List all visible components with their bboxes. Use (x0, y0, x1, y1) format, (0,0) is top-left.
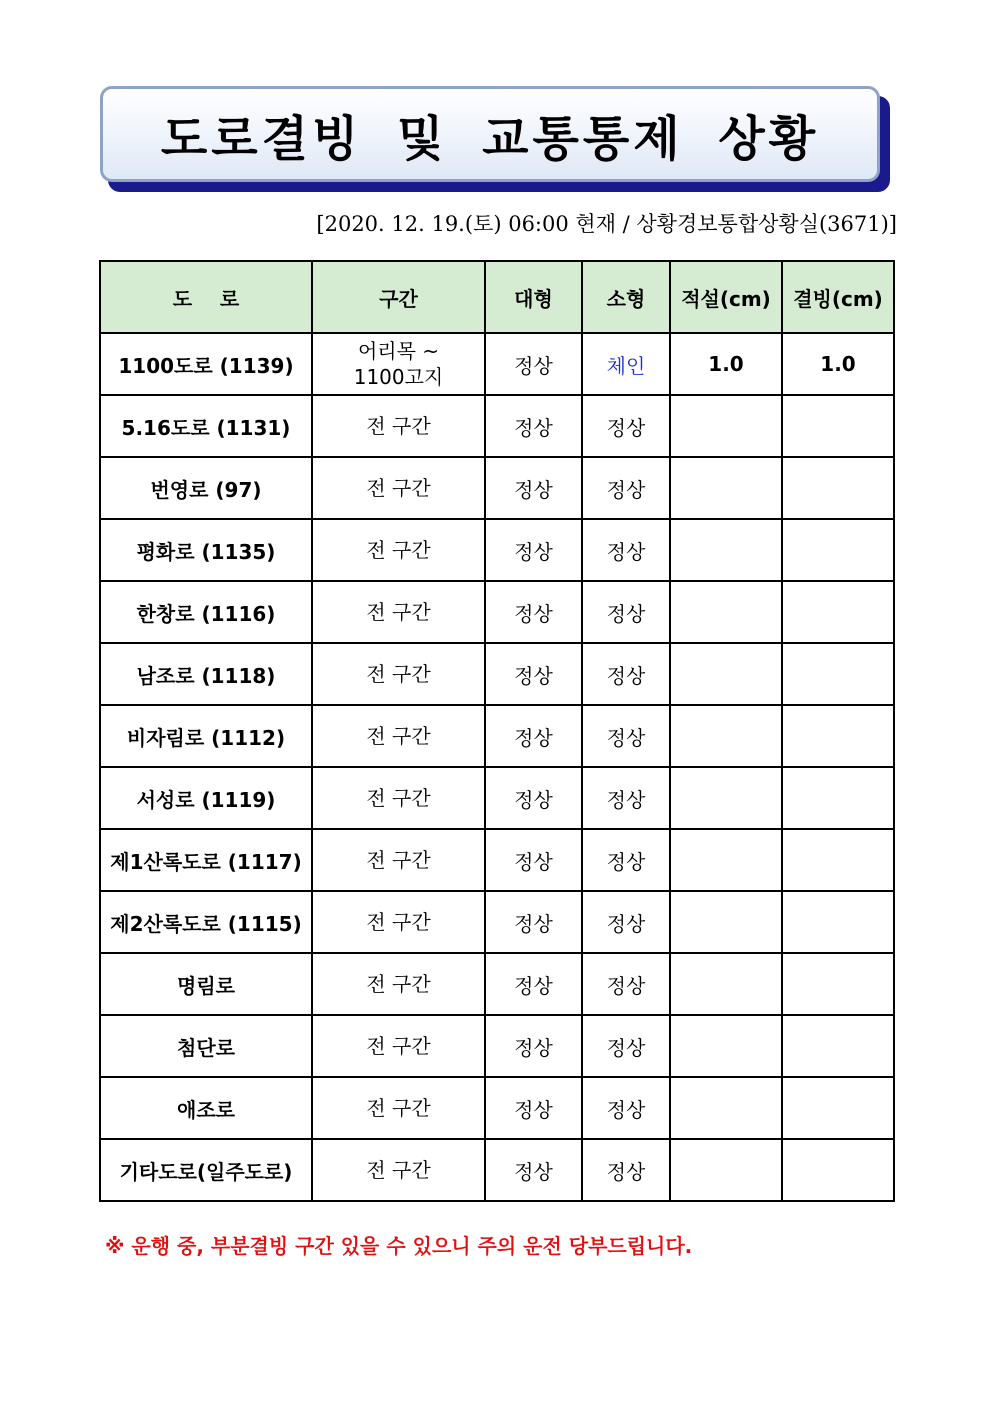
header-large-vehicle: 대형 (485, 261, 582, 333)
section-cell: 전 구간 (312, 643, 485, 705)
road-name-cell: 명림로 (100, 953, 312, 1015)
table-row (100, 891, 894, 953)
table-row (100, 1015, 894, 1077)
small-vehicle-cell: 정상 (582, 457, 670, 519)
section-cell: 전 구간 (312, 395, 485, 457)
snow-depth-cell (670, 519, 782, 581)
section-cell: 전 구간 (312, 1077, 485, 1139)
snow-depth-cell (670, 705, 782, 767)
ice-depth-cell (782, 1077, 894, 1139)
snow-depth-cell (670, 395, 782, 457)
table-row (100, 519, 894, 581)
table-row (100, 705, 894, 767)
snow-depth-cell (670, 953, 782, 1015)
large-vehicle-cell: 정상 (485, 333, 582, 395)
small-vehicle-cell: 정상 (582, 643, 670, 705)
large-vehicle-cell: 정상 (485, 705, 582, 767)
table-row (100, 767, 894, 829)
large-vehicle-cell: 정상 (485, 519, 582, 581)
ice-depth-cell (782, 519, 894, 581)
small-vehicle-cell: 체인 (582, 333, 670, 395)
header-snow: 적설(cm) (670, 261, 782, 333)
header-ice: 결빙(cm) (782, 261, 894, 333)
road-name-cell: 한창로 (1116) (100, 581, 312, 643)
table-row (100, 581, 894, 643)
small-vehicle-cell: 정상 (582, 1015, 670, 1077)
section-cell: 전 구간 (312, 829, 485, 891)
table-row (100, 1077, 894, 1139)
large-vehicle-cell: 정상 (485, 581, 582, 643)
large-vehicle-cell: 정상 (485, 1077, 582, 1139)
snow-depth-cell (670, 457, 782, 519)
section-cell: 전 구간 (312, 519, 485, 581)
large-vehicle-cell: 정상 (485, 891, 582, 953)
snow-depth-cell (670, 891, 782, 953)
small-vehicle-cell: 정상 (582, 1139, 670, 1201)
road-name-cell: 제1산록도로 (1117) (100, 829, 312, 891)
small-vehicle-cell: 정상 (582, 1077, 670, 1139)
road-name-cell: 서성로 (1119) (100, 767, 312, 829)
ice-depth-cell: 1.0 (782, 333, 894, 395)
snow-depth-cell (670, 643, 782, 705)
small-vehicle-cell: 정상 (582, 519, 670, 581)
table-row (100, 333, 894, 395)
road-name-cell: 첨단로 (100, 1015, 312, 1077)
ice-depth-cell (782, 581, 894, 643)
section-cell: 전 구간 (312, 767, 485, 829)
road-name-cell: 번영로 (97) (100, 457, 312, 519)
small-vehicle-cell: 정상 (582, 953, 670, 1015)
header-road: 도 로 (100, 261, 312, 333)
small-vehicle-cell: 정상 (582, 891, 670, 953)
table-row (100, 457, 894, 519)
ice-depth-cell (782, 767, 894, 829)
ice-depth-cell (782, 643, 894, 705)
ice-depth-cell (782, 705, 894, 767)
section-cell: 전 구간 (312, 1139, 485, 1201)
table-header-row (100, 261, 894, 333)
section-cell: 어리목 ~ 1100고지 (312, 333, 485, 395)
large-vehicle-cell: 정상 (485, 395, 582, 457)
snow-depth-cell (670, 1139, 782, 1201)
large-vehicle-cell: 정상 (485, 767, 582, 829)
large-vehicle-cell: 정상 (485, 457, 582, 519)
caution-note: ※ 운행 중, 부분결빙 구간 있을 수 있으니 주의 운전 당부드립니다. (105, 1234, 693, 1258)
ice-depth-cell (782, 1139, 894, 1201)
snow-depth-cell (670, 767, 782, 829)
snow-depth-cell (670, 829, 782, 891)
ice-depth-cell (782, 953, 894, 1015)
road-name-cell: 비자림로 (1112) (100, 705, 312, 767)
header-small-vehicle: 소형 (582, 261, 670, 333)
table-row (100, 643, 894, 705)
ice-depth-cell (782, 891, 894, 953)
large-vehicle-cell: 정상 (485, 953, 582, 1015)
snow-depth-cell (670, 1077, 782, 1139)
snow-depth-cell (670, 1015, 782, 1077)
section-cell: 전 구간 (312, 581, 485, 643)
small-vehicle-cell: 정상 (582, 829, 670, 891)
title-box (100, 86, 880, 182)
road-name-cell: 남조로 (1118) (100, 643, 312, 705)
road-name-cell: 5.16도로 (1131) (100, 395, 312, 457)
large-vehicle-cell: 정상 (485, 643, 582, 705)
table-row (100, 1139, 894, 1201)
road-name-cell: 제2산록도로 (1115) (100, 891, 312, 953)
table-row (100, 953, 894, 1015)
page-title: 도로결빙 및 교통통제 상황 (160, 110, 820, 167)
report-timestamp: [2020. 12. 19.(토) 06:00 현재 / 상황경보통합상황실(3671)] (316, 212, 897, 236)
section-cell: 전 구간 (312, 953, 485, 1015)
snow-depth-cell: 1.0 (670, 333, 782, 395)
large-vehicle-cell: 정상 (485, 1139, 582, 1201)
section-cell: 전 구간 (312, 891, 485, 953)
header-section: 구간 (312, 261, 485, 333)
ice-depth-cell (782, 457, 894, 519)
small-vehicle-cell: 정상 (582, 581, 670, 643)
small-vehicle-cell: 정상 (582, 705, 670, 767)
section-cell: 전 구간 (312, 1015, 485, 1077)
road-status-table (99, 260, 895, 1202)
section-cell: 전 구간 (312, 705, 485, 767)
road-name-cell: 평화로 (1135) (100, 519, 312, 581)
large-vehicle-cell: 정상 (485, 1015, 582, 1077)
snow-depth-cell (670, 581, 782, 643)
small-vehicle-cell: 정상 (582, 767, 670, 829)
ice-depth-cell (782, 1015, 894, 1077)
title-banner (100, 86, 892, 194)
table-row (100, 829, 894, 891)
road-name-cell: 기타도로(일주도로) (100, 1139, 312, 1201)
ice-depth-cell (782, 829, 894, 891)
road-name-cell: 1100도로 (1139) (100, 333, 312, 395)
small-vehicle-cell: 정상 (582, 395, 670, 457)
table-row (100, 395, 894, 457)
large-vehicle-cell: 정상 (485, 829, 582, 891)
section-cell: 전 구간 (312, 457, 485, 519)
road-name-cell: 애조로 (100, 1077, 312, 1139)
ice-depth-cell (782, 395, 894, 457)
